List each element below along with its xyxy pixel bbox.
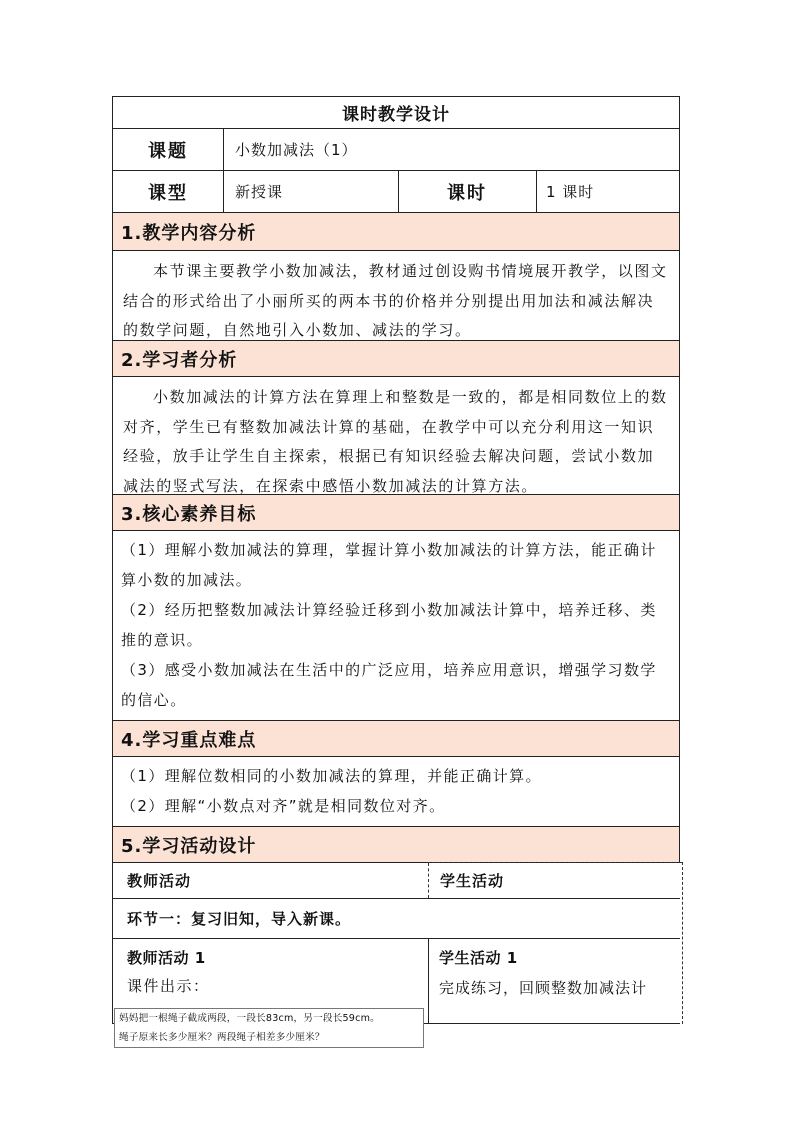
student-activity-head: 学生活动 [440,872,505,890]
section-1-header [112,212,680,250]
topic-label: 课题 [148,140,188,162]
section-1-body [112,250,680,340]
content-analysis-text: 本节课主要教学小数加减法，教材通过创设购书情境展开教学，以图文结合的形式给出了小丽所买的两本书的价格并分别提出用加法和减法解决的数学问题，自然地引入小数加、减法的学习。 [123,262,668,339]
section-5-header [112,826,680,862]
section-3-heading: 3.核心素养目标 [121,503,257,525]
type-label: 课型 [148,182,188,204]
section-2-heading: 2.学习者分析 [121,349,238,371]
stage-row [112,898,680,938]
teacher-activity-1-text: 课件出示： [127,977,210,995]
title-row [112,96,680,128]
hours-value: 1 课时 [546,183,595,201]
teacher-activity-1-head: 教师活动 1 [127,949,206,967]
key-point-item: （2）理解“小数点对齐”就是相同数位对齐。 [121,797,446,815]
section-4-heading: 4.学习重点难点 [121,729,257,751]
section-4-header [112,720,680,756]
page-title: 课时教学设计 [342,105,450,125]
teacher-activity-head: 教师活动 [127,872,192,890]
goal-item: （1）理解小数加减法的算理，掌握计算小数加减法的计算方法，能正确计算小数的加减法。 [121,541,657,589]
type-row [112,170,680,212]
section-2-body [112,376,680,494]
section-3-body [112,530,680,720]
topic-row [112,128,680,170]
dashed-right-border [682,862,683,1024]
hours-label: 课时 [447,182,487,204]
goal-item: （2）经历把整数加减法计算经验迁移到小数加减法计算中，培养迁移、类推的意识。 [121,601,657,649]
type-value: 新授课 [235,183,284,201]
dashed-top-line [427,862,682,863]
student-activity-1-head: 学生活动 1 [439,949,518,967]
problem-line-1: 妈妈把一根绳子截成两段，一段长83cm，另一段长59cm。 [119,1013,380,1024]
activity-head-row [112,862,680,898]
section-3-header [112,494,680,530]
problem-line-2: 绳子原来长多少厘米？两段绳子相差多少厘米？ [119,1032,325,1043]
section-2-header [112,340,680,376]
goal-item: （3）感受小数加减法在生活中的广泛应用，培养应用意识，增强学习数学的信心。 [121,661,657,709]
stage-1-title [113,899,680,938]
section-5-heading: 5.学习活动设计 [121,835,257,857]
student-activity-1-text: 完成练习，回顾整数加减法计 [439,979,648,997]
problem-image [114,1008,424,1048]
section-4-body [112,756,680,826]
stage-1-text: 环节一：复习旧知，导入新课。 [127,910,352,928]
section-1-heading: 1.教学内容分析 [121,222,257,244]
key-point-item: （1）理解位数相同的小数加减法的算理，并能正确计算。 [121,767,542,785]
learner-analysis-text: 小数加减法的计算方法在算理上和整数是一致的，都是相同数位上的数对齐，学生已有整数加减法计算的基础，在教学中可以充分利用这一知识经验，放手让学生自主探索，根据已有知识经验去解决问题，尝试小数加减法的竖式写法，在探索中感悟小数加减法的计算方法。 [123,388,668,495]
topic-value: 小数加减法（1） [235,141,358,159]
